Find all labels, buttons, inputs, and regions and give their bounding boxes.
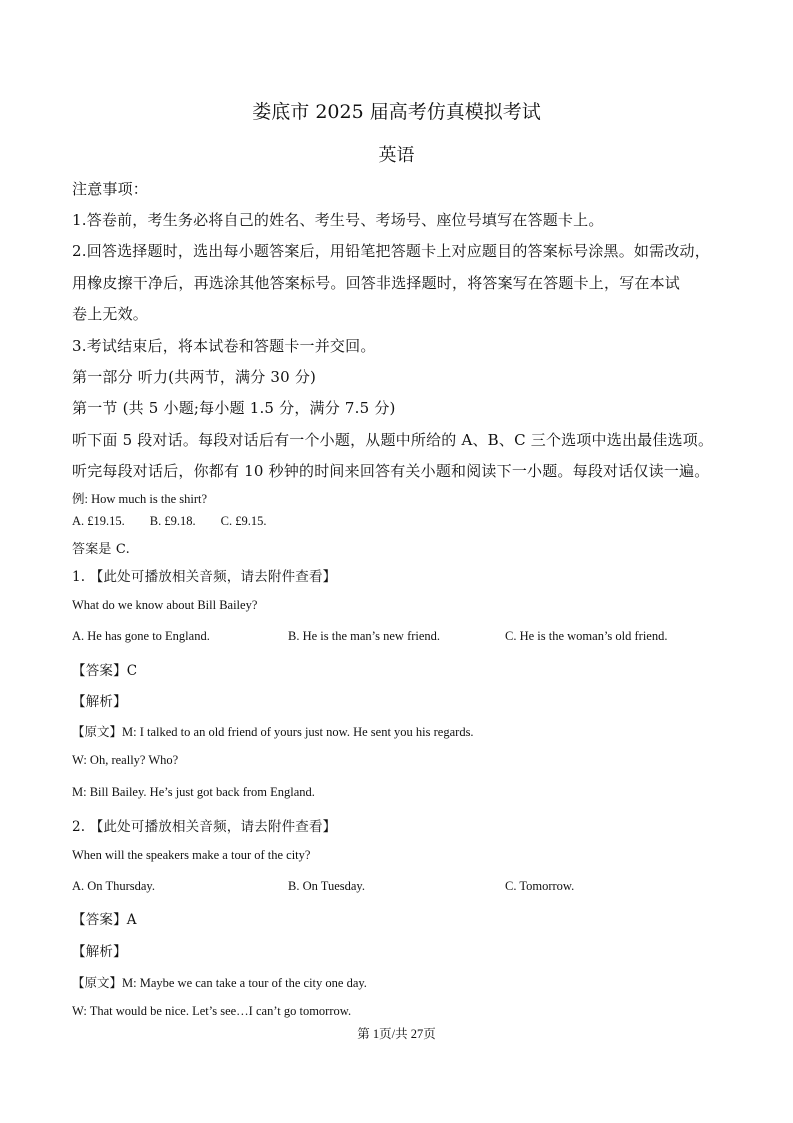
part-heading: 第一部分 听力(共两节，满分 30 分)	[72, 368, 317, 386]
question-1-analysis: 【解析】	[72, 694, 127, 710]
notice-item-2-line-3: 卷上无效。	[72, 305, 149, 323]
question-1-option-a: A. He has gone to England.	[72, 629, 210, 643]
question-2-option-b: B. On Tuesday.	[288, 879, 365, 893]
question-2-transcript-line-1: 【原文】M: Maybe we can take a tour of the city one day.	[72, 976, 367, 990]
question-2-analysis: 【解析】	[72, 944, 127, 960]
question-1-answer: 【答案】C	[72, 663, 138, 679]
instructions-line-2: 听完每段对话后，你都有 10 秒钟的时间来回答有关小题和阅读下一小题。每段对话仅读一遍。	[72, 462, 710, 480]
question-2-answer: 【答案】A	[72, 912, 137, 928]
notice-heading: 注意事项：	[72, 180, 149, 198]
page-number: 第 1页/共 27页	[357, 1027, 436, 1041]
notice-item-2-line-1: 2.回答选择题时，选出每小题答案后，用铅笔把答题卡上对应题目的答案标号涂黑。如需改动，	[72, 242, 710, 260]
section-heading: 第一节 (共 5 小题;每小题 1.5 分，满分 7.5 分)	[72, 399, 396, 417]
instructions-line-1: 听下面 5 段对话。每段对话后有一个小题，从题中所给的 A、B、C 三个选项中选出最佳选项。	[72, 431, 714, 449]
notice-item-3: 3.考试结束后，将本试卷和答题卡一并交回。	[72, 337, 376, 355]
question-1-option-c: C. He is the woman’s old friend.	[505, 629, 668, 643]
example-answer: 答案是 C.	[72, 542, 130, 557]
question-2-option-c: C. Tomorrow.	[505, 879, 575, 893]
page-title: 娄底市 2025 届高考仿真模拟考试	[252, 101, 541, 123]
question-2-option-a: A. On Thursday.	[72, 879, 155, 893]
question-1-transcript-line-2: W: Oh, really? Who?	[72, 753, 179, 767]
question-1-header: 1. 【此处可播放相关音频，请去附件查看】	[72, 569, 337, 585]
question-1-transcript-line-3: M: Bill Bailey. He’s just got back from England.	[72, 785, 315, 799]
example-question: 例: How much is the shirt?	[72, 492, 208, 506]
question-1-transcript-line-1: 【原文】M: I talked to an old friend of yours just now. He sent you his regards.	[72, 725, 474, 739]
question-1-option-b: B. He is the man’s new friend.	[288, 629, 441, 643]
notice-item-1: 1.答卷前，考生务必将自己的姓名、考生号、考场号、座位号填写在答题卡上。	[72, 211, 604, 229]
example-options: A. £19.15. B. £9.18. C. £9.15.	[72, 514, 267, 528]
notice-item-2-line-2: 用橡皮擦干净后，再选涂其他答案标号。回答非选择题时，将答案写在答题卡上，写在本试	[72, 274, 681, 292]
question-2-header: 2. 【此处可播放相关音频，请去附件查看】	[72, 819, 337, 835]
question-2-prompt: When will the speakers make a tour of the city?	[72, 848, 311, 862]
question-2-transcript-line-2: W: That would be nice. Let’s see…I can’t go tomorrow.	[72, 1004, 352, 1018]
subject-title: 英语	[378, 145, 415, 166]
question-1-prompt: What do we know about Bill Bailey?	[72, 598, 258, 612]
